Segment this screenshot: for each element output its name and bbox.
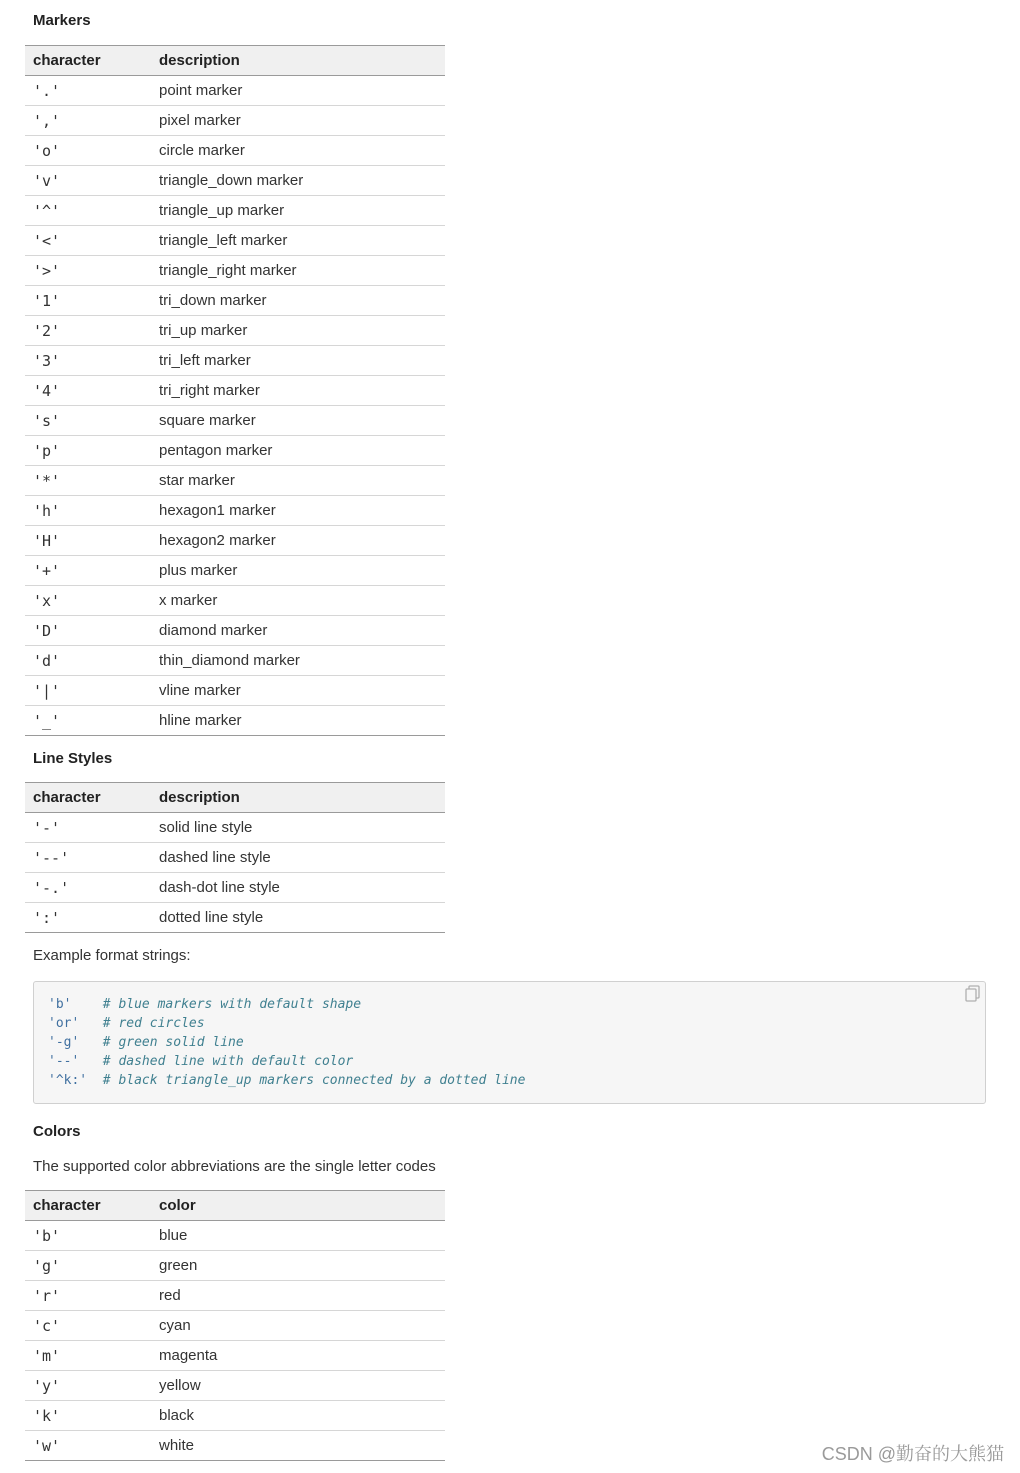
code-comment: # blue markers with default shape bbox=[102, 997, 362, 1012]
description-cell: triangle_right marker bbox=[151, 256, 445, 286]
character-cell: '_' bbox=[25, 706, 151, 736]
markers-heading: Markers bbox=[33, 12, 91, 29]
table-row bbox=[25, 676, 445, 706]
character-cell: 'H' bbox=[25, 526, 151, 556]
description-cell: yellow bbox=[151, 1371, 445, 1401]
description-cell: hline marker bbox=[151, 706, 445, 736]
table-row bbox=[25, 436, 445, 466]
description-cell: dash-dot line style bbox=[151, 873, 445, 903]
description-cell: tri_right marker bbox=[151, 376, 445, 406]
character-cell: 'b' bbox=[25, 1221, 151, 1251]
table-row bbox=[25, 376, 445, 406]
code-line bbox=[48, 997, 361, 1012]
code-line bbox=[48, 1054, 353, 1069]
watermark: CSDN @勤奋的大熊猫 bbox=[821, 1444, 1004, 1464]
code-string: 'b' bbox=[48, 997, 72, 1012]
table-row bbox=[25, 843, 445, 873]
table-row bbox=[25, 706, 445, 736]
table-row bbox=[25, 196, 445, 226]
table-row bbox=[25, 616, 445, 646]
character-cell: '+' bbox=[25, 556, 151, 586]
column-header-description: description bbox=[151, 46, 445, 76]
character-cell: 'h' bbox=[25, 496, 151, 526]
code-comment: # red circles bbox=[102, 1016, 205, 1031]
code-string: '^k:' bbox=[48, 1073, 88, 1088]
description-cell: plus marker bbox=[151, 556, 445, 586]
description-cell: point marker bbox=[151, 76, 445, 106]
code-comment: # dashed line with default color bbox=[102, 1054, 354, 1069]
description-cell: cyan bbox=[151, 1311, 445, 1341]
character-cell: 'x' bbox=[25, 586, 151, 616]
table-row bbox=[25, 556, 445, 586]
description-cell: dotted line style bbox=[151, 903, 445, 933]
colors-table bbox=[25, 1190, 445, 1461]
column-header-character: character bbox=[25, 46, 151, 76]
column-header-character: character bbox=[25, 783, 151, 813]
code-comment: # green solid line bbox=[102, 1035, 244, 1050]
table-row bbox=[25, 586, 445, 616]
table-row bbox=[25, 136, 445, 166]
description-cell: triangle_left marker bbox=[151, 226, 445, 256]
table-row bbox=[25, 406, 445, 436]
table-row bbox=[25, 1431, 445, 1461]
description-cell: pentagon marker bbox=[151, 436, 445, 466]
table-row bbox=[25, 1371, 445, 1401]
description-cell: red bbox=[151, 1281, 445, 1311]
character-cell: 'g' bbox=[25, 1251, 151, 1281]
description-cell: solid line style bbox=[151, 813, 445, 843]
character-cell: 'v' bbox=[25, 166, 151, 196]
character-cell: 'c' bbox=[25, 1311, 151, 1341]
description-cell: diamond marker bbox=[151, 616, 445, 646]
description-cell: triangle_down marker bbox=[151, 166, 445, 196]
code-string: '--' bbox=[48, 1054, 80, 1069]
description-cell: white bbox=[151, 1431, 445, 1461]
description-cell: vline marker bbox=[151, 676, 445, 706]
description-cell: x marker bbox=[151, 586, 445, 616]
description-cell: green bbox=[151, 1251, 445, 1281]
table-row bbox=[25, 646, 445, 676]
character-cell: '>' bbox=[25, 256, 151, 286]
description-cell: tri_left marker bbox=[151, 346, 445, 376]
table-row bbox=[25, 346, 445, 376]
table-row bbox=[25, 286, 445, 316]
table-row bbox=[25, 1281, 445, 1311]
code-string: '-g' bbox=[48, 1035, 80, 1050]
table-row bbox=[25, 256, 445, 286]
character-cell: '|' bbox=[25, 676, 151, 706]
description-cell: tri_down marker bbox=[151, 286, 445, 316]
description-cell: circle marker bbox=[151, 136, 445, 166]
column-header-description: description bbox=[151, 783, 445, 813]
table-row bbox=[25, 316, 445, 346]
character-cell: '^' bbox=[25, 196, 151, 226]
line-styles-heading: Line Styles bbox=[33, 750, 113, 767]
code-line bbox=[48, 1016, 205, 1031]
colors-intro: The supported color abbreviations are the single letter codes bbox=[33, 1158, 436, 1175]
character-cell: '1' bbox=[25, 286, 151, 316]
table-row bbox=[25, 813, 445, 843]
description-cell: hexagon2 marker bbox=[151, 526, 445, 556]
description-cell: thin_diamond marker bbox=[151, 646, 445, 676]
character-cell: '.' bbox=[25, 76, 151, 106]
copy-icon[interactable] bbox=[963, 984, 983, 1004]
column-header-character: character bbox=[25, 1191, 151, 1221]
character-cell: 'd' bbox=[25, 646, 151, 676]
character-cell: '*' bbox=[25, 466, 151, 496]
description-cell: magenta bbox=[151, 1341, 445, 1371]
table-row bbox=[25, 903, 445, 933]
code-string: 'or' bbox=[48, 1016, 80, 1031]
character-cell: 'r' bbox=[25, 1281, 151, 1311]
description-cell: black bbox=[151, 1401, 445, 1431]
character-cell: 's' bbox=[25, 406, 151, 436]
table-row bbox=[25, 496, 445, 526]
code-block bbox=[33, 981, 986, 1104]
character-cell: '2' bbox=[25, 316, 151, 346]
line-styles-table bbox=[25, 782, 445, 933]
table-row bbox=[25, 1341, 445, 1371]
code-comment: # black triangle_up markers connected by a dotted line bbox=[102, 1073, 526, 1088]
table-row bbox=[25, 226, 445, 256]
table-row bbox=[25, 1311, 445, 1341]
code-line bbox=[48, 1035, 244, 1050]
character-cell: '--' bbox=[25, 843, 151, 873]
table-row bbox=[25, 1401, 445, 1431]
table-row bbox=[25, 166, 445, 196]
table-row bbox=[25, 1221, 445, 1251]
character-cell: ',' bbox=[25, 106, 151, 136]
markers-table bbox=[25, 45, 445, 736]
character-cell: 'm' bbox=[25, 1341, 151, 1371]
character-cell: '-' bbox=[25, 813, 151, 843]
table-row bbox=[25, 466, 445, 496]
example-intro: Example format strings: bbox=[33, 947, 191, 964]
colors-heading: Colors bbox=[33, 1123, 81, 1140]
description-cell: triangle_up marker bbox=[151, 196, 445, 226]
table-row bbox=[25, 526, 445, 556]
character-cell: 'y' bbox=[25, 1371, 151, 1401]
table-row bbox=[25, 76, 445, 106]
character-cell: '4' bbox=[25, 376, 151, 406]
character-cell: 'k' bbox=[25, 1401, 151, 1431]
character-cell: '-.' bbox=[25, 873, 151, 903]
description-cell: star marker bbox=[151, 466, 445, 496]
character-cell: 'p' bbox=[25, 436, 151, 466]
character-cell: '3' bbox=[25, 346, 151, 376]
character-cell: 'o' bbox=[25, 136, 151, 166]
description-cell: blue bbox=[151, 1221, 445, 1251]
description-cell: hexagon1 marker bbox=[151, 496, 445, 526]
description-cell: pixel marker bbox=[151, 106, 445, 136]
description-cell: dashed line style bbox=[151, 843, 445, 873]
table-row bbox=[25, 873, 445, 903]
code-line bbox=[48, 1073, 525, 1088]
description-cell: square marker bbox=[151, 406, 445, 436]
column-header-color: color bbox=[151, 1191, 445, 1221]
character-cell: ':' bbox=[25, 903, 151, 933]
character-cell: 'w' bbox=[25, 1431, 151, 1461]
table-row bbox=[25, 106, 445, 136]
description-cell: tri_up marker bbox=[151, 316, 445, 346]
table-row bbox=[25, 1251, 445, 1281]
character-cell: '<' bbox=[25, 226, 151, 256]
character-cell: 'D' bbox=[25, 616, 151, 646]
